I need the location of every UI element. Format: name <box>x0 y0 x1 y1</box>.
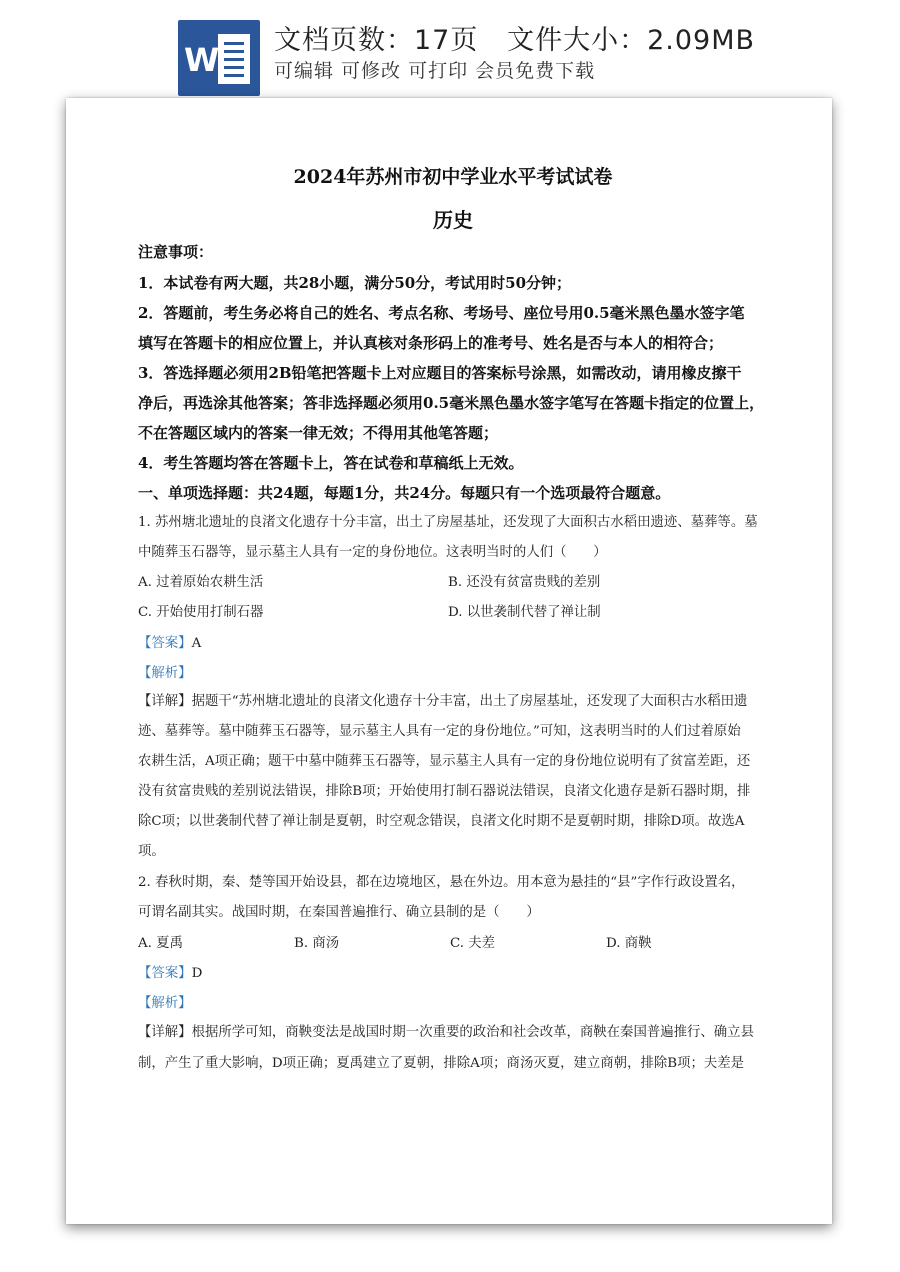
detail-text: 据题干“苏州塘北遗址的良渚文化遗存十分丰富，出土了房屋基址，还发现了大面积古水稻田遗 <box>191 694 748 709</box>
detail-line <box>138 690 747 709</box>
option-a: A. 过着原始农耕生活 <box>138 575 264 590</box>
detail-text: 根据所学可知，商鞅变法是战国时期一次重要的政治和社会改革，商鞅在秦国普遍推行、确立县 <box>191 1025 754 1040</box>
question-stem: 可谓名副其实。战国时期，在秦国普遍推行、确立县制的是（ ） <box>138 905 540 920</box>
option-c: C. 夫差 <box>450 936 496 951</box>
option-d: D. 商鞅 <box>606 936 652 951</box>
document-page <box>66 98 832 1224</box>
detail-line: 农耕生活，A项正确；题干中墓中随葬玉石器等，显示墓主人具有一定的身份地位说明有了贫富差距，还 <box>138 754 751 769</box>
analysis-tag: 【解析】 <box>138 996 192 1011</box>
note-line: 3．答选择题必须用2B铅笔把答题卡上对应题目的答案标号涂黑，如需改动，请用橡皮擦干 <box>138 364 742 382</box>
section-heading: 一、单项选择题：共24题，每题1分，共24分。每题只有一个选项最符合题意。 <box>138 484 671 502</box>
detail-line: 项。 <box>138 844 165 859</box>
question-stem: 2. 春秋时期，秦、楚等国开始设县，都在边境地区，悬在外边。用本意为悬挂的“县”字作行政设置名， <box>138 875 745 890</box>
answer-value: A <box>191 636 202 651</box>
answer-line <box>138 962 202 981</box>
answer-tag: 【答案】 <box>138 636 192 651</box>
note-line: 填写在答题卡的相应位置上，并认真核对条形码上的准考号、姓名是否与本人的相符合； <box>138 334 724 352</box>
note-line: 1．本试卷有两大题，共28小题，满分50分，考试用时50分钟； <box>138 274 572 292</box>
note-line: 不在答题区域内的答案一律无效；不得用其他笔答题； <box>138 424 499 442</box>
option-a: A. 夏禹 <box>138 936 183 951</box>
detail-line: 迹、墓葬等。墓中随葬玉石器等，显示墓主人具有一定的身份地位。”可知，这表明当时的人们过着原始 <box>138 724 741 739</box>
detail-tag: 【详解】 <box>138 694 192 709</box>
note-line: 2．答题前，考生务必将自己的姓名、考点名称、考场号、座位号用0.5毫米黑色墨水签字笔 <box>138 304 745 322</box>
notes-heading: 注意事项： <box>138 243 214 261</box>
detail-line: 没有贫富贵贱的差别说法错误，排除B项；开始使用打制石器说法错误，良渚文化遗存是新石器时期，排 <box>138 784 751 799</box>
note-line: 净后，再选涂其他答案；答非选择题必须用0.5毫米黑色墨水签字笔写在答题卡指定的位置上， <box>138 394 765 412</box>
document-info: 文档页数：17页 文件大小：2.09MB <box>274 25 756 56</box>
detail-line <box>138 1021 754 1040</box>
option-b: B. 商汤 <box>294 936 340 951</box>
option-b: B. 还没有贫富贵贱的差别 <box>448 575 601 590</box>
document-banner <box>0 0 900 100</box>
option-c: C. 开始使用打制石器 <box>138 605 264 620</box>
answer-tag: 【答案】 <box>138 966 192 981</box>
question-stem: 中随葬玉石器等，显示墓主人具有一定的身份地位。这表明当时的人们（ ） <box>138 545 607 560</box>
option-d: D. 以世袭制代替了禅让制 <box>448 605 601 620</box>
note-line: 4．考生答题均答在答题卡上，答在试卷和草稿纸上无效。 <box>138 454 524 472</box>
document-actions: 可编辑 可修改 可打印 会员免费下载 <box>274 60 596 82</box>
word-document-icon <box>178 20 260 96</box>
question-stem: 1. 苏州塘北遗址的良渚文化遗存十分丰富，出土了房屋基址，还发现了大面积古水稻田遗迹、墓葬等。墓 <box>138 515 758 530</box>
exam-subject: 历史 <box>433 208 473 232</box>
exam-title: 2024年苏州市初中学业水平考试试卷 <box>293 166 613 188</box>
detail-line: 除C项；以世袭制代替了禅让制是夏朝，时空观念错误，良渚文化时期不是夏朝时期，排除D项。故选A <box>138 814 745 829</box>
word-icon-letter: W <box>184 41 220 79</box>
detail-tag: 【详解】 <box>138 1025 192 1040</box>
detail-line: 制，产生了重大影响，D项正确；夏禹建立了夏朝，排除A项；商汤灭夏，建立商朝，排除B项；夫差是 <box>138 1056 745 1071</box>
analysis-tag: 【解析】 <box>138 666 192 681</box>
answer-line <box>138 632 201 651</box>
answer-value: D <box>191 966 203 981</box>
